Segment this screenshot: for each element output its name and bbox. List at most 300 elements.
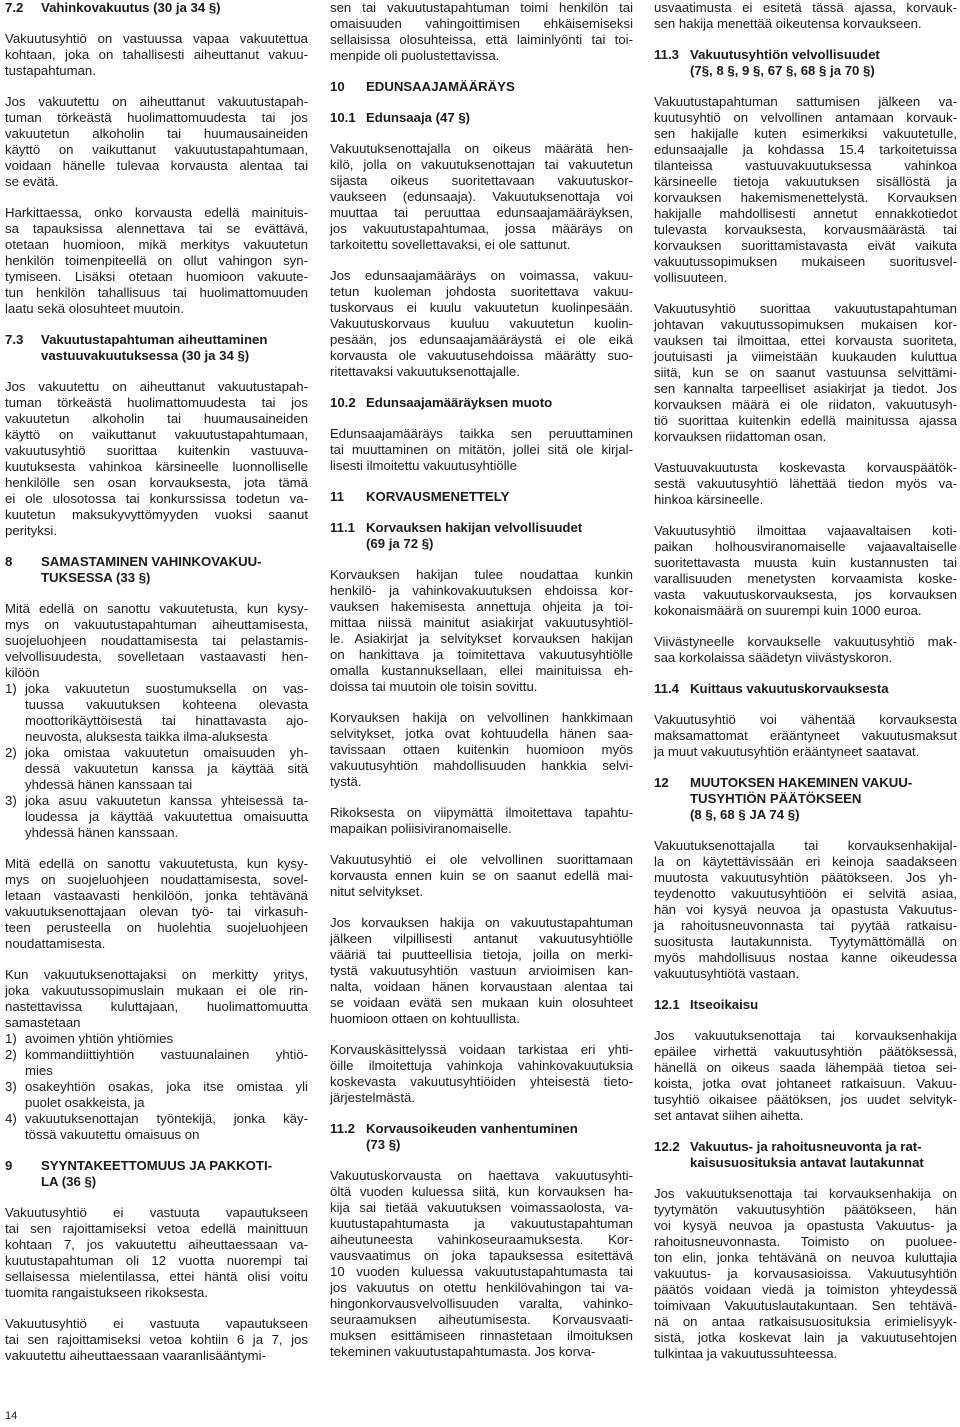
text-line: ja rahoitusneuvonnasta tai pyytää ratkaisu- (654, 918, 957, 933)
paragraph (5, 205, 308, 317)
paragraph (5, 31, 308, 79)
heading-line: Vahinkovakuutus (30 ja 34 §) (41, 0, 221, 15)
text-line: saa korkolaissa säädetyn viivästyskoron. (654, 650, 893, 665)
text-line: tymiseen. Lisäksi otetaan huomioon vakuute- (5, 269, 308, 284)
list-item-text (25, 793, 308, 841)
text-line: koista, jotka ovat johtaneet ratkaisuun. Vakuu- (654, 1076, 957, 1091)
text-line: ritettavaksi vakuutuksenottajalle. (330, 364, 520, 379)
section-number: 11 (330, 489, 344, 504)
text-line: osakeyhtiön osakas, joka itse omistaa yli (25, 1079, 308, 1094)
text-line: henkilön toimenpiteellä on ollut vahingon syn- (5, 253, 308, 268)
section-heading (5, 1158, 308, 1190)
text-line: jos vakuutus on otettu henkilövahingon tai va- (330, 1280, 633, 1295)
text-line: joka asuu vakuutetun kanssa yhteisessä ta- (25, 793, 308, 808)
text-line: teydenotto vakuutusyhtiöön ei selvitä asiaa, (654, 886, 957, 901)
text-line: Vastuuvakuutusta koskevasta korvauspäätök- (654, 460, 957, 475)
text-line: Jos vakuutettu on aiheuttanut vakuutustapah- (5, 379, 308, 394)
text-line: jälkeen vilpillisesti antanut vakuutusyhtiölle (330, 931, 633, 946)
text-line: tai muuttaminen on mitätön, jollei sitä ole kirjal- (330, 442, 633, 457)
paragraph (5, 856, 308, 952)
subsection-heading (654, 47, 957, 79)
text-line: neuvosta, aluksesta taikka ilma-aluksesta (25, 729, 268, 744)
list-marker: 3) (5, 1079, 17, 1094)
text-line: kokonaismäärä on suurempi kuin 1000 euroa. (654, 603, 922, 618)
text-line: tystä vakuutusyhtiön vastuun arvioimisen kan- (330, 963, 633, 978)
text-line: edunsaajalle ja kohdassa 15.4 tarkoitetuissa (654, 142, 957, 157)
text-column-left (5, 0, 308, 1379)
heading-line: Vakuutustapahtuman aiheuttaminen (41, 332, 268, 347)
text-line: letaan vastaavasti henkilöön, jonka tehtävänä (5, 888, 308, 903)
text-line: la on käytettävissään eri keinoja saadakseen (654, 854, 957, 869)
text-line: Vakuutusyhtiö voi vähentää korvauksesta (654, 712, 957, 727)
subsection-heading (5, 0, 308, 16)
list-marker: 2) (5, 1047, 17, 1062)
subsection-heading (330, 110, 633, 126)
text-line: yhdessä hänen kanssaan tai (25, 777, 193, 792)
text-line: Vakuutusyhtiö ilmoittaa vajaavaltaisen koti- (654, 523, 957, 538)
text-line: päätös voidaan viedä ja toimiston yhteydessä (654, 1282, 957, 1297)
text-line: johtavan vakuutussopimuksen mukaisen kor- (654, 317, 957, 332)
text-line: tilanteissa vastuuvakuutuksessa vahinkoa (654, 158, 957, 173)
subsection-title (366, 520, 633, 552)
text-line: tystä. (330, 774, 362, 789)
subsection-title (41, 332, 308, 364)
paragraph (654, 1028, 957, 1124)
text-line: korvauksen riidattoman osan. (654, 429, 827, 444)
subsection-heading (330, 395, 633, 411)
text-line: käyttö on vaikuttanut vakuutustapahtumaan, (5, 142, 308, 157)
subsection-title (690, 681, 957, 697)
text-line: sellaisessa mielentilassa, ettei häntä olisi voitu (5, 1269, 308, 1284)
subsection-heading (654, 1139, 957, 1171)
text-line: tustapahtuman. (5, 63, 96, 78)
text-column-middle (330, 0, 633, 1375)
page-number: 14 (5, 1410, 18, 1422)
text-column-right (654, 0, 957, 1377)
paragraph (5, 967, 308, 1143)
text-line: maksamattomat erääntyneet vakuutusmaksut (654, 728, 957, 743)
text-line: selvitykset, jotka ovat kohtuudella hänen saa- (330, 726, 633, 741)
subsection-heading (5, 332, 308, 364)
text-line: joka omistaa vakuutetun omaisuuden yh- (25, 745, 308, 760)
text-line: Vakuutuksenottajalla on oikeus määrätä hen- (330, 141, 633, 156)
subsection-title (690, 997, 957, 1013)
text-line: hinkoa kärsineelle. (654, 492, 764, 507)
heading-line: SYYNTAKEETTOMUUS JA PAKKOTI- (41, 1158, 273, 1173)
text-line: sen hakijalle kuten esimerkiksi vakuutetulle, (654, 126, 957, 141)
text-line: loudessa ja käyttää vakuutettua omaisuutta (25, 809, 308, 824)
text-line: Vakuutusyhtiö on vastuussa vapaa vakuutettua (5, 31, 308, 46)
paragraph (330, 0, 633, 64)
paragraph (5, 1205, 308, 1301)
text-line: voi kysyä neuvoa ja opastusta Vakuutus- ja (654, 1218, 957, 1233)
subsection-number: 10.1 (330, 110, 356, 125)
text-line: sen hakija menettää oikeutensa korvaukseen. (654, 16, 922, 31)
text-line: sen tai vakuutustapahtuman toimi henkilön tai (330, 0, 633, 15)
text-line: korvausta ole vakuutusehdoissa määrätty suo- (330, 348, 633, 363)
text-line: tai sen rajoittamiseksi vetoa edellä mainittuun (5, 1221, 308, 1236)
section-number: 10 (330, 79, 345, 94)
subsection-number: 12.2 (654, 1139, 680, 1154)
text-line: voidaan hänelle tulevaa korvausta alentaa tai (5, 158, 308, 173)
text-line: tuman törkeästä huolimattomuudesta tai jos (5, 395, 308, 410)
paragraph (654, 523, 957, 619)
text-line: 10 vuoden kuluessa vakuutustapahtumasta tai (330, 1264, 633, 1279)
text-line: käyttö on vaikuttanut vakuutustapahtumaan, (5, 427, 308, 442)
text-line: avoimen yhtiön yhtiömies (25, 1031, 174, 1046)
text-line: muutosta vakuutusyhtiön päätökseen. Jos yh- (654, 870, 957, 885)
section-title (41, 554, 308, 586)
text-line: tarkoitettu sovellettavaksi, ei ole sattunut. (330, 237, 571, 252)
text-line: kohtaan, joka on tahallisesti aiheuttanut vakuu- (5, 47, 308, 62)
list-marker: 3) (5, 793, 17, 808)
text-line: kuutustapahtuman oli 12 vuotta nuorempi tai (5, 1253, 308, 1268)
text-line: vakuutus- ja korvausasioissa. Vakuutusyhtiön (654, 1266, 957, 1281)
subsection-number: 7.3 (5, 332, 24, 347)
subsection-title (366, 395, 633, 411)
text-line: ton elin, jonka tehtävänä on neuvoa kuluttajia (654, 1250, 957, 1265)
section-heading (330, 489, 633, 505)
heading-line: TUKSESSA (33 §) (41, 570, 151, 585)
text-line: nä on antaa ratkaisusuosituksia erimielisyyk- (654, 1314, 957, 1329)
text-line: mapaikan poliisiviranomaiselle. (330, 821, 512, 836)
subsection-heading (330, 1121, 633, 1153)
text-line: le. Asiakirjat ja selvitykset korvauksen hakijan (330, 631, 633, 646)
text-line: tuussa vakuutuksen kohteena olevasta (25, 697, 308, 712)
section-title (366, 489, 633, 505)
list-item (5, 745, 308, 793)
text-line: laatu sekä olosuhteet muutoin. (5, 301, 184, 316)
text-line: järjestelmästä. (330, 1090, 416, 1105)
list-item-text (25, 1111, 308, 1143)
list-marker: 2) (5, 745, 17, 760)
text-line: korvausta ennen kuin se on saanut edellä mai- (330, 868, 633, 883)
section-title (41, 1158, 308, 1190)
text-line: Jos vakuutuksenottaja tai korvauksenhakija (654, 1028, 957, 1043)
list-marker: 1) (5, 1031, 17, 1046)
text-line: aiheutuneesta vahinkoseuraamuksesta. Kor- (330, 1232, 633, 1247)
list-item (5, 1111, 308, 1143)
section-title (690, 775, 957, 823)
list-item (5, 1047, 308, 1079)
text-line: otetaan huomioon, mikä merkitys vakuutetun (5, 237, 308, 252)
subsection-heading (654, 681, 957, 697)
text-line: pesään, jos edunsaajamääräystä ei ole eikä (330, 332, 633, 347)
text-line: epäilee virhettä vakuutusyhtiön päätöksessä, (654, 1044, 957, 1059)
text-line: Vakuutuksenottajalla tai korvauksenhakijal- (654, 838, 957, 853)
text-line: usvaatimusta ei esitetä tässä ajassa, korvauk- (654, 0, 957, 15)
text-line: doissa tai muutoin ole toisin sovittu. (330, 679, 538, 694)
text-line: siitä, kun se on saanut vastuunsa selvittämi- (654, 365, 957, 380)
text-line: perityksi. (5, 523, 58, 538)
paragraph (330, 567, 633, 695)
text-line: Vakuutusyhtiö ei vastuuta vapautukseen (5, 1316, 308, 1331)
text-line: se evätä. (5, 174, 59, 189)
text-line: on hankittava ja toimitettava vakuutusyhtiölle (330, 647, 633, 662)
heading-line: Edunsaajamääräyksen muoto (366, 395, 553, 410)
text-line: tuman törkeästä huolimattomuudesta tai jos (5, 110, 308, 125)
text-line: vausvaatimus on joka tapauksessa esitettävä (330, 1248, 633, 1263)
heading-line: KORVAUSMENETTELY (366, 489, 510, 504)
text-line: Vakuutusyhtiö ei ole velvollinen suorittamaan (330, 852, 633, 867)
text-line: muksen esittämiseen rinnastetaan ilmoituksen (330, 1328, 633, 1343)
text-line: joutuisasti ja viimeistään kuukauden kuluttua (654, 349, 957, 364)
text-line: kilöön (5, 665, 40, 680)
text-line: Vakuutusyhtiö ei vastuuta vapautukseen (5, 1205, 308, 1220)
paragraph (330, 141, 633, 253)
subsection-number: 11.4 (654, 681, 679, 696)
text-line: tekeminen vakuutustapahtumasta. Jos korva- (330, 1344, 596, 1359)
text-line: kärsineelle tietoja vakuutuksen sisällöstä ja (654, 174, 957, 189)
text-line: kilö, jolla on vakuutuksenottajan tai vakuutetun (330, 157, 633, 172)
text-line: nalta, voidaan hänen korvaustaan alentaa tai (330, 979, 633, 994)
text-line: puolet osakkeista, ja (25, 1095, 145, 1110)
text-line: Jos vakuutettu on aiheuttanut vakuutustapah- (5, 94, 308, 109)
text-line: sijasta oikeus suoritettavaan vakuutuskor- (330, 173, 633, 188)
heading-line: Korvausoikeuden vanhentuminen (366, 1121, 578, 1136)
text-line: Mitä edellä on sanottu vakuutetusta, kun kysy- (5, 601, 308, 616)
text-line: vauksen tai ilmoittaa, ettei korvausta suoriteta, (654, 333, 957, 348)
text-line: hingonkorvausvelvollisuuden varalta, vahinko- (330, 1296, 633, 1311)
text-line: vollisuuteen. (654, 270, 728, 285)
heading-line: Edunsaaja (47 §) (366, 110, 471, 125)
section-heading (654, 775, 957, 823)
text-line: vääriä tai puutteellisia tietoja, joilla on merki- (330, 947, 633, 962)
text-line: vakuutuksenottajan työntekijä, jonka käy- (25, 1111, 308, 1126)
section-number: 8 (5, 554, 13, 569)
text-line: Kun vakuutuksenottajaksi on merkitty yritys, (5, 967, 308, 982)
text-line: tiö suorittaa kuitenkin edellä mainitussa ajassa (654, 413, 957, 428)
subsection-heading (330, 520, 633, 552)
subsection-title (41, 0, 308, 16)
text-line: sistä, jotka koskevat lain ja vakuutusehtojen (654, 1330, 957, 1345)
heading-line: EDUNSAAJAMÄÄRÄYS (366, 79, 515, 94)
text-line: vakuutuksenottajaan olevan työ- tai virkasuh- (5, 904, 308, 919)
heading-line: vastuuvakuutuksessa (30 ja 34 §) (41, 348, 250, 363)
paragraph (654, 0, 957, 32)
text-line: korvauksen hakemismenettelystä. Korvauksen (654, 190, 957, 205)
text-line: hänellä on oikeus saada lähempää tietoa sei- (654, 1060, 957, 1075)
text-line: tuskorvaus ei kuulu vakuutetun kuolinpesään. (330, 300, 633, 315)
text-line: vakuutusyhtiö suorittaa kuitenkin vastuuva- (5, 443, 308, 458)
text-line: samastetaan (5, 1015, 81, 1030)
numbered-list (5, 681, 308, 841)
subsection-number: 12.1 (654, 997, 680, 1012)
text-line: koskevasta vakuutusyhtiöiden yhteisestä tieto- (330, 1074, 633, 1089)
list-item (5, 1079, 308, 1111)
text-line: tai sen rajoittamiseksi vetoa kohtiin 6 ja 7, jos (5, 1332, 308, 1347)
text-line: mies (25, 1063, 53, 1078)
heading-line: (73 §) (366, 1137, 401, 1152)
text-line: kuutetun maksukyvyttömyyden vuoksi saanut (5, 507, 308, 522)
heading-line: Vakuutus- ja rahoitusneuvonta ja rat- (690, 1139, 922, 1154)
text-line: Vakuutuskorvaus kuuluu vakuutetun kuolin- (330, 316, 633, 331)
list-item-text (25, 681, 308, 745)
list-item (5, 793, 308, 841)
text-line: Korvauksen hakijan tulee noudattaa kunkin (330, 567, 633, 582)
subsection-title (690, 1139, 957, 1171)
text-line: Jos korvauksen hakija on vakuutustapahtuman (330, 915, 633, 930)
text-line: vakuutetun alkoholin tai huumausaineiden (5, 411, 308, 426)
paragraph (654, 712, 957, 760)
text-line: seuraamuksen aiheutumisesta. Korvausvaati- (330, 1312, 633, 1327)
text-line: mys on vakuutustapahtuman aiheuttamisesta, (5, 617, 308, 632)
text-line: mys on suojeluohjeen noudattamisesta, sovel- (5, 872, 308, 887)
text-line: myös mahdollisuus nostaa kanne oikeudessa (654, 950, 957, 965)
paragraph (654, 301, 957, 445)
text-line: kommandiittiyhtiön vastuunalainen yhtiö- (25, 1047, 308, 1062)
text-line: tyytymätön vakuutusyhtiön päätökseen, hän (654, 1202, 957, 1217)
list-marker: 1) (5, 681, 17, 696)
heading-line: Itseoikaisu (690, 997, 759, 1012)
text-line: vakuutussopimuksen mukaiseen suoritusvel- (654, 254, 957, 269)
paragraph (654, 1186, 957, 1362)
text-line: tusyhtiö oikaisee päätöksen, jos uudet selvityk- (654, 1092, 957, 1107)
text-line: omaisuuden vahingoittimisen ehkäisemiseksi (330, 16, 633, 31)
text-line: nastettavissa kuluttajaan, huolimattomuutta (5, 999, 308, 1014)
list-item-text (25, 1079, 308, 1111)
text-line: sestä vakuutusyhtiö lähettää tiedon myös va- (654, 476, 957, 491)
subsection-heading (654, 997, 957, 1013)
section-heading (330, 79, 633, 95)
text-line: omalla kustannuksellaan, ellei mainituissa eh- (330, 663, 633, 678)
text-line: tun henkilön tahallisuus tai huolimattomuuden (5, 285, 308, 300)
paragraph (654, 634, 957, 666)
paragraph (330, 1042, 633, 1106)
text-line: huomioon ottaen on kohtuullista. (330, 1011, 520, 1026)
text-line: sellaisissa olosuhteissa, että laiminlyönti tai toi- (330, 32, 633, 47)
text-line: Viivästyneelle korvaukselle vakuutusyhtiö mak- (654, 634, 957, 649)
subsection-title (690, 47, 957, 79)
text-line: noudattamisesta. (5, 936, 106, 951)
section-number: 12 (654, 775, 669, 790)
subsection-title (366, 1121, 633, 1153)
text-line: velvollisuudesta, sovelletaan vastaavasti hen- (5, 649, 308, 664)
paragraph (5, 1316, 308, 1364)
numbered-list (5, 1031, 308, 1143)
text-line: vakuutusyhtiön mahdollisuuden hankkia selvi- (330, 758, 633, 773)
text-line: toimivaan Vakuutuslautakuntaan. Sen tehtävä- (654, 1298, 957, 1313)
subsection-number: 11.3 (654, 47, 679, 62)
text-line: menpide oli puolustettavissa. (330, 48, 500, 63)
text-line: ei ole ulosotossa tai konkurssissa todetun va- (5, 491, 308, 506)
subsection-number: 7.2 (5, 0, 24, 15)
paragraph (330, 710, 633, 790)
subsection-title (366, 110, 633, 126)
text-line: ja muut vakuutusyhtiön erääntyneet saatavat. (654, 744, 920, 759)
text-line: paikan holhousviranomaiselle vajaavaltaiselle (654, 539, 957, 554)
text-line: Vakuutuskorvausta on haettava vakuutusyhti- (330, 1168, 633, 1183)
paragraph (330, 805, 633, 837)
subsection-number: 10.2 (330, 395, 356, 410)
list-item-text (25, 1047, 308, 1079)
heading-line: Kuittaus vakuutuskorvauksesta (690, 681, 889, 696)
text-line: vakuutetun alkoholin tai huumausaineiden (5, 126, 308, 141)
text-line: moottorikäyttöisestä tai hinattavasta ajo- (25, 713, 308, 728)
text-line: vaukseen (edunsaaja). Vakuutuksenottaja voi (330, 189, 633, 204)
paragraph (654, 94, 957, 286)
text-line: Vakuutustapahtuman sattumisen jälkeen va- (654, 94, 957, 109)
text-line: sa tapauksissa alennettava tai se evättävä, (5, 221, 308, 236)
heading-line: (7§, 8 §, 9 §, 67 §, 68 § ja 70 §) (690, 63, 875, 78)
text-line: kuutustapahtumasta ja vakuutustapahtuman (330, 1216, 633, 1231)
text-line: sen kannalta tarpeelliset asiakirjat ja tiedot. Jos (654, 381, 957, 396)
text-line: joka vakuutetun suostumuksella on vas- (25, 681, 308, 696)
paragraph (5, 94, 308, 190)
text-line: muuttaa tai peruuttaa edunsaajamääräyksen, (330, 205, 633, 220)
text-line: suojeluohjeen noudattamisesta tai pelastamis- (5, 633, 308, 648)
text-line: tössä vakuutettu omaisuus on (25, 1127, 200, 1142)
paragraph (330, 915, 633, 1027)
text-line: jos vakuutustapahtumaa, jossa määräys on (330, 221, 633, 236)
text-line: tetun kuoleman johdosta suoritettava vakuu- (330, 284, 633, 299)
text-line: vasta vakuutuskorvauksesta, jos korvauksen (654, 587, 957, 602)
text-line: tavissaan ottaen kuitenkin huomioon myös (330, 742, 633, 757)
text-line: suositusta lautakunnista. Tyytymättömällä on (654, 934, 957, 949)
text-line: Vakuutusyhtiö suorittaa vakuutustapahtuman (654, 301, 957, 316)
text-line: dessä vakuutetun kanssa ja käyttää sitä (25, 761, 308, 776)
paragraph (330, 852, 633, 900)
text-line: Jos vakuutuksenottaja tai korvauksenhakija on (654, 1186, 957, 1201)
heading-line: Korvauksen hakijan velvollisuudet (366, 520, 583, 535)
heading-line: Vakuutusyhtiön velvollisuudet (690, 47, 880, 62)
text-line: hakijalle mahdollisesti annetut ennakkotiedot (654, 206, 957, 221)
list-item-text (25, 745, 308, 793)
text-line: lisesti ilmoitettu vakuutusyhtiölle (330, 458, 517, 473)
text-line: Harkittaessa, onko korvausta edellä mainituis- (5, 205, 308, 220)
text-line: se voidaan evätä sen mukaan kuin olosuhteet (330, 995, 633, 1010)
text-line: tuomita rangaistukseen rikoksesta. (5, 1285, 209, 1300)
subsection-number: 11.1 (330, 520, 355, 535)
paragraph (330, 426, 633, 474)
paragraph (654, 838, 957, 982)
text-line: kuutuksesta vahinkoa kärsineelle luonnolliselle (5, 459, 308, 474)
text-line: vakuutusyhtiötä vastaan. (654, 966, 800, 981)
text-line: Rikoksesta on viipymättä ilmoitettava tapahtu- (330, 805, 633, 820)
text-line: Edunsaajamääräys taikka sen peruuttaminen (330, 426, 633, 441)
text-line: nitut selvitykset. (330, 884, 424, 899)
list-item-text (25, 1031, 308, 1047)
subsection-number: 11.2 (330, 1121, 355, 1136)
section-number: 9 (5, 1158, 13, 1173)
text-line: joka vakuutussopimuslain mukaan ei ole rin- (5, 983, 308, 998)
section-heading (5, 554, 308, 586)
text-line: öltä vuoden kuluessa siitä, kun korvauksen ha- (330, 1184, 633, 1199)
text-line: kuutusyhtiö on velvollinen antamaan korvauk- (654, 110, 957, 125)
heading-line: SAMASTAMINEN VAHINKOVAKUU- (41, 554, 262, 569)
text-line: Jos edunsaajamääräys on voimassa, vakuu- (330, 268, 633, 283)
text-line: kija sai tietää vakuutuksen voimassaolosta, va- (330, 1200, 633, 1215)
text-line: Korvauskäsittelyssä voidaan tarkistaa eri yhti- (330, 1042, 633, 1057)
heading-line: TUSYHTIÖN PÄÄTÖKSEEN (690, 791, 862, 806)
paragraph (654, 460, 957, 508)
paragraph (5, 601, 308, 841)
text-line: vauksen hakemisesta annettuja ohjeita ja toi- (330, 599, 633, 614)
heading-line: MUUTOKSEN HAKEMINEN VAKUU- (690, 775, 913, 790)
text-line: teen perusteella on huolehtia suojeluohjeen (5, 920, 308, 935)
text-line: varallisuuden menetysten korvaamista koske- (654, 571, 957, 586)
text-line: henkilö- ja vahinkovakuutuksen ehdoissa kor- (330, 583, 633, 598)
text-line: tulevasta korvauksesta, korvausmäärästä tai (654, 222, 957, 237)
list-item (5, 1031, 308, 1047)
text-line: vakuutettu aiheuttaessaan vaaranlisääntymi- (5, 1348, 266, 1363)
text-line: rahoitusneuvonnasta. Toimisto on puoluee- (654, 1234, 957, 1249)
text-line: henkilölle sen osan korvauksesta, jota tämä (5, 475, 308, 490)
paragraph (330, 268, 633, 380)
text-line: yhdessä hänen kanssaan. (25, 825, 179, 840)
text-line: kohtaan 7, jos vakuutettu aiheuttaessaan va- (5, 1237, 308, 1252)
heading-line: (8 §, 68 § JA 74 §) (690, 807, 800, 822)
